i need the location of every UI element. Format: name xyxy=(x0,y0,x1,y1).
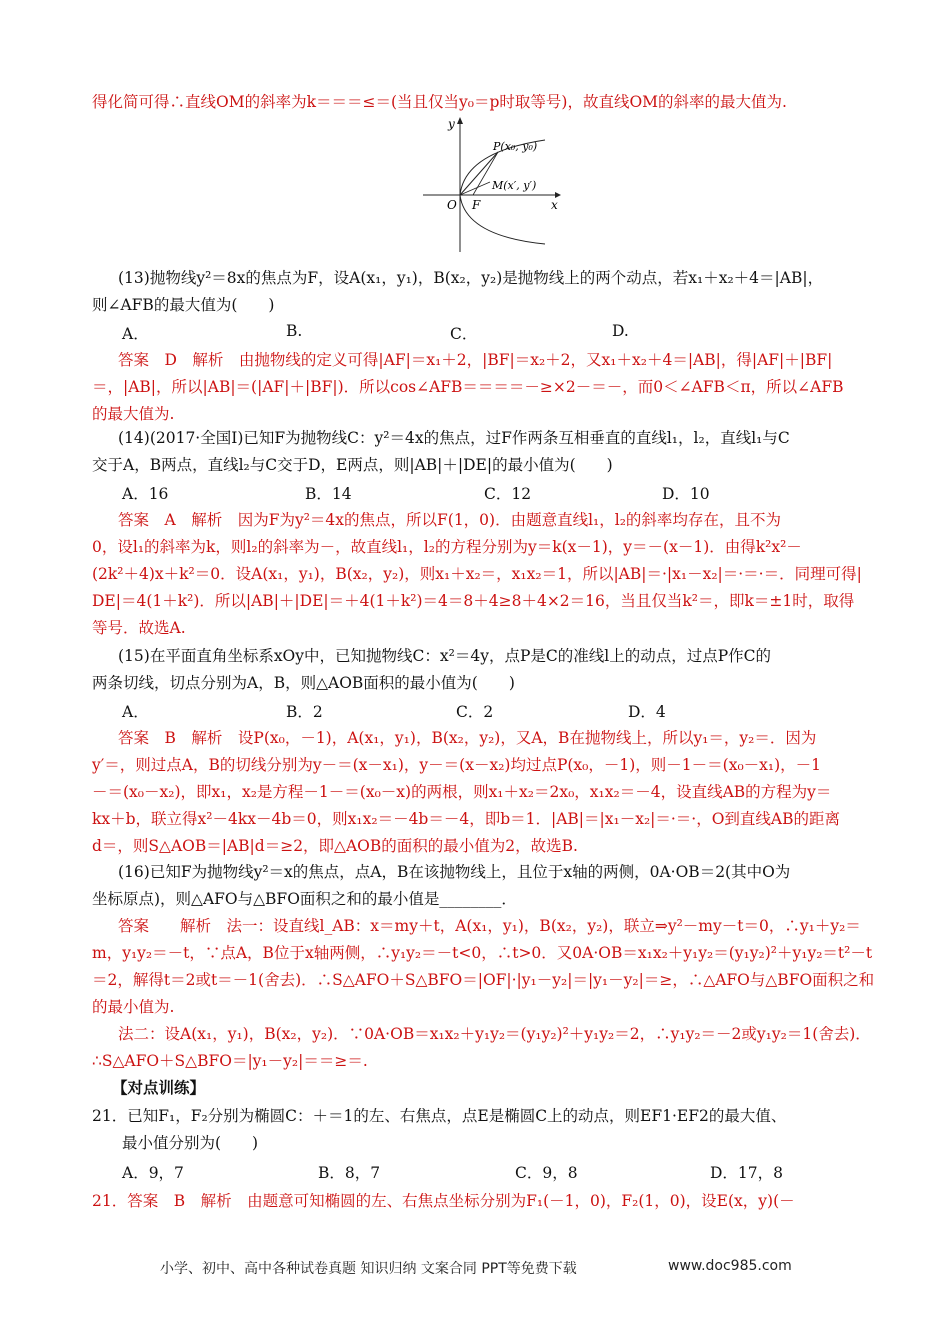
footer-text: 小学、初中、高中各种试卷真题 知识归纳 文案合同 PPT等免费下载 xyxy=(160,1261,577,1277)
parabola-figure xyxy=(405,112,575,254)
q14-option-d: D．10 xyxy=(662,485,710,503)
q14-answer-3: (2k²＋4)x＋k²＝0．设A(x₁，y₁)，B(x₂，y₂)，则x₁＋x₂＝，x₁x₂＝1，所以|AB|＝·|x₁－x₂|＝·＝·＝．同理可得| xyxy=(92,565,862,583)
origin-label: O xyxy=(447,198,457,212)
q15-option-c: C．2 xyxy=(456,703,494,721)
x-axis-label: x xyxy=(551,198,558,212)
q14-stem-2: 交于A，B两点，直线l₂与C交于D，E两点，则|AB|＋|DE|的最小值为( ) xyxy=(92,456,613,474)
q21-option-b: B．8，7 xyxy=(318,1164,381,1182)
q16-answer-5: 法二：设A(x₁，y₁)，B(x₂，y₂)．∵0A·OB＝x₁x₂＋y₁y₂＝(y₁y₂)²＋y₁y₂＝2，∴y₁y₂＝－2或y₁y₂＝1(舍去)． xyxy=(118,1025,871,1043)
q15-option-d: D．4 xyxy=(628,703,666,721)
q21-answer-1: 21．答案 B 解析 由题意可知椭圆的左、右焦点坐标分别为F₁(－1，0)，F₂(1，0)，设E(x，y)(－ xyxy=(92,1192,795,1210)
q15-stem-1: (15)在平面直角坐标系xOy中，已知抛物线C：x²＝4y，点P是C的准线l上的动点，过点P作C的 xyxy=(118,647,771,665)
q21-stem-2: 最小值分别为( ) xyxy=(122,1134,259,1152)
q14-answer-4: DE|＝4(1＋k²)．所以|AB|＋|DE|＝＋4(1＋k²)＝4＝8＋4≥8＋4×2＝16，当且仅当k²＝，即k＝±1时，取得 xyxy=(92,592,855,610)
q16-stem-1: (16)已知F为抛物线y²＝x的焦点，点A，B在该抛物线上，且位于x轴的两侧，0A·OB＝2(其中O为 xyxy=(118,863,791,881)
q16-answer-4: 的最小值为. xyxy=(92,998,175,1016)
q21-option-c: C．9，8 xyxy=(515,1164,578,1182)
q13-stem-1: (13)抛物线y²＝8x的焦点为F，设A(x₁，y₁)，B(x₂，y₂)是抛物线上的两个动点，若x₁＋x₂＋4＝|AB|， xyxy=(118,269,824,287)
q15-stem-2: 两条切线，切点分别为A，B，则△AOB面积的最小值为( ) xyxy=(92,674,515,692)
point-p-label: P(x₀, y₀) xyxy=(493,140,538,153)
point-m-label: M(x′, y′) xyxy=(492,179,537,192)
q14-option-a: A．16 xyxy=(122,485,169,503)
q15-answer-5: d＝，则S△AOB＝|AB|d＝≥2，即△AOB的面积的最小值为2，故选B. xyxy=(92,837,578,855)
q13-answer-3: 的最大值为. xyxy=(92,405,175,423)
y-arrow xyxy=(457,117,463,124)
focus-label: F xyxy=(472,198,481,212)
q14-answer-5: 等号．故选A. xyxy=(92,619,186,637)
q15-answer-2: y′＝，则过点A，B的切线分别为y－＝(x－x₁)，y－＝(x－x₂)均过点P(x₀，－1)，则－1－＝(x₀－x₁)，－1 xyxy=(92,756,822,774)
q13-option-b: B. xyxy=(286,322,303,340)
line-om xyxy=(460,182,490,195)
q14-stem-1: (14)(2017·全国Ⅰ)已知F为抛物线C：y²＝4x的焦点，过F作两条互相垂直的直线l₁，l₂，直线l₁与C xyxy=(118,429,790,447)
answer-continuation: 得化简可得∴直线OM的斜率为k＝＝＝≤＝(当且仅当y₀＝p时取等号)，故直线OM的斜率的最大值为. xyxy=(92,93,787,111)
q21-option-d: D．17，8 xyxy=(710,1164,784,1182)
q13-answer-2: ＝，|AB|，所以|AB|＝(|AF|＋|BF|)．所以cos∠AFB＝＝＝＝－≥×2－＝－，而0＜∠AFB＜π，所以∠AFB xyxy=(92,378,844,396)
q16-answer-1: 答案 解析 法一：设直线l_AB：x＝my＋t，A(x₁，y₁)，B(x₂，y₂)，联立⇒y²－my－t＝0，∴y₁＋y₂＝ xyxy=(118,917,861,935)
q14-answer-2: 0，设l₁的斜率为k，则l₂的斜率为－，故直线l₁，l₂的方程分别为y＝k(x－1)，y＝－(x－1)．由得k²x²－ xyxy=(92,538,802,556)
q13-option-a: A． xyxy=(122,325,149,343)
q16-answer-2: m，y₁y₂＝－t，∵点A，B位于x轴两侧，∴y₁y₂＝－t<0，∴t>0．又0A·OB＝x₁x₂＋y₁y₂＝(y₁y₂)²＋y₁y₂＝t²－t xyxy=(92,944,873,962)
section-title: 【对点训练】 xyxy=(112,1078,206,1097)
q16-answer-3: ＝2，解得t＝2或t＝－1(舍去)．∴S△AFO＋S△BFO＝|OF|·|y₁－y₂|＝|y₁－y₂|＝≥，∴△AFO与△BFO面积之和 xyxy=(92,971,875,989)
q14-option-b: B．14 xyxy=(305,485,352,503)
q13-option-c: C． xyxy=(450,325,478,343)
parabola-curve xyxy=(460,140,545,244)
y-axis-label: y xyxy=(448,117,455,131)
q21-stem-1: 21．已知F₁，F₂分别为椭圆C：＋＝1的左、右焦点，点E是椭圆C上的动点，则EF1·EF2的最大值、 xyxy=(92,1107,787,1125)
q13-stem-2: 则∠AFB的最大值为( ) xyxy=(92,296,275,314)
q16-stem-2: 坐标原点)，则△AFO与△BFO面积之和的最小值是________． xyxy=(92,890,517,908)
q15-answer-4: kx＋b，联立得x²－4kx－4b＝0，则x₁x₂＝－4b＝－4，即b＝1．|AB|＝|x₁－x₂|＝·＝·，O到直线AB的距离 xyxy=(92,810,841,828)
q15-option-a: A． xyxy=(122,703,149,721)
footer-link[interactable]: www.doc985.com xyxy=(668,1258,792,1274)
q21-option-a: A．9，7 xyxy=(122,1164,184,1182)
q15-answer-1: 答案 B 解析 设P(x₀，－1)，A(x₁，y₁)，B(x₂，y₂)，又A，B在抛物线上，所以y₁＝，y₂＝．因为 xyxy=(118,729,817,747)
q14-option-c: C．12 xyxy=(484,485,532,503)
q13-answer-1: 答案 D 解析 由抛物线的定义可得|AF|＝x₁＋2，|BF|＝x₂＋2，又x₁＋x₂＋4＝|AB|，得|AF|＋|BF| xyxy=(118,351,833,369)
q16-answer-6: ∴S△AFO＋S△BFO＝|y₁－y₂|＝＝≥＝. xyxy=(92,1052,368,1070)
q13-option-d: D. xyxy=(612,322,629,340)
q15-option-b: B．2 xyxy=(286,703,323,721)
q15-answer-3: －＝(x₀－x₂)，即x₁，x₂是方程－1－＝(x₀－x)的两根，则x₁＋x₂＝2x₀，x₁x₂＝－4，设直线AB的方程为y＝ xyxy=(92,783,832,801)
q14-answer-1: 答案 A 解析 因为F为y²＝4x的焦点，所以F(1，0)．由题意直线l₁，l₂的斜率均存在，且不为 xyxy=(118,511,781,529)
